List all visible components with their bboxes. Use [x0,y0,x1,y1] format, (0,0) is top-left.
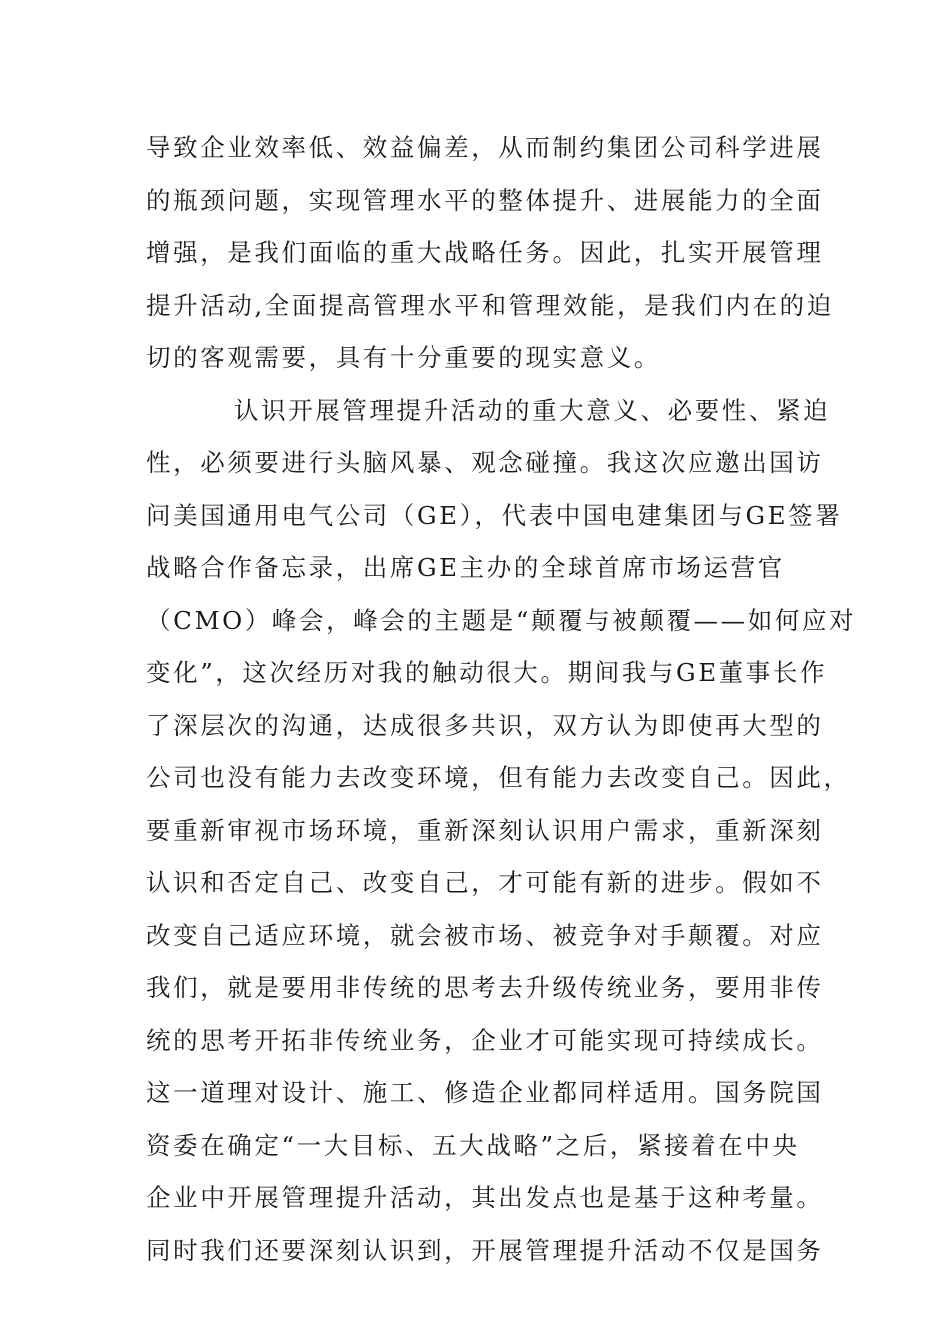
text-line: 问美国通用电气公司（GE），代表中国电建集团与GE签署 [146,500,843,530]
text-line: 提升活动,全面提高管理水平和管理效能，是我们内在的迫 [146,290,834,320]
text-line: 这一道理对设计、施工、修造企业都同样适用。国务院国 [146,1078,824,1107]
body-text [146,122,857,1277]
text-line: 公司也没有能力去改变环境，但有能力去改变自己。因此， [146,763,851,792]
text-line: 认识和否定自己、改变自己，才可能有新的进步。假如不 [146,868,824,897]
text-line: 变化”，这次经历对我的触动很大。期间我与GE董事长作 [146,658,828,687]
text-line: （CMO）峰会，峰会的主题是“颠覆与被颠覆——如何应对 [146,605,857,635]
text-line: 了深层次的沟通，达成很多共识，双方认为即使再大型的 [146,710,824,740]
text-line: 改变自己适应环境，就会被市场、被竞争对手颠覆。对应 [146,920,824,950]
text-line: 的瓶颈问题，实现管理水平的整体提升、进展能力的全面 [146,185,824,215]
text-line: 统的思考开拓非传统业务，企业才可能实现可持续成长。 [146,1025,824,1055]
text-line: 切的客观需要，具有十分重要的现实意义。 [146,343,661,372]
text-line: 战略合作备忘录，出席GE主办的全球首席市场运营官 [146,553,785,582]
text-line: 性，必须要进行头脑风暴、观念碰撞。我这次应邀出国访 [146,448,824,477]
text-line: 我们，就是要用非传统的思考去升级传统业务，要用非传 [146,973,824,1002]
text-line: 企业中开展管理提升活动，其出发点也是基于这种考量。 [146,1183,824,1212]
text-line: 要重新审视市场环境，重新深刻认识用户需求，重新深刻 [146,815,824,845]
text-line: 增强，是我们面临的重大战略任务。因此，扎实开展管理 [146,238,824,267]
text-line: 同时我们还要深刻认识到，开展管理提升活动不仅是国务 [146,1235,824,1265]
paragraph-first-line: 认识开展管理提升活动的重大意义、必要性、紧迫 [234,395,831,425]
text-line: 导致企业效率低、效益偏差，从而制约集团公司科学进展 [146,133,824,162]
text-line: 资委在确定“一大目标、五大战略”之后，紧接着在中央 [146,1130,800,1160]
